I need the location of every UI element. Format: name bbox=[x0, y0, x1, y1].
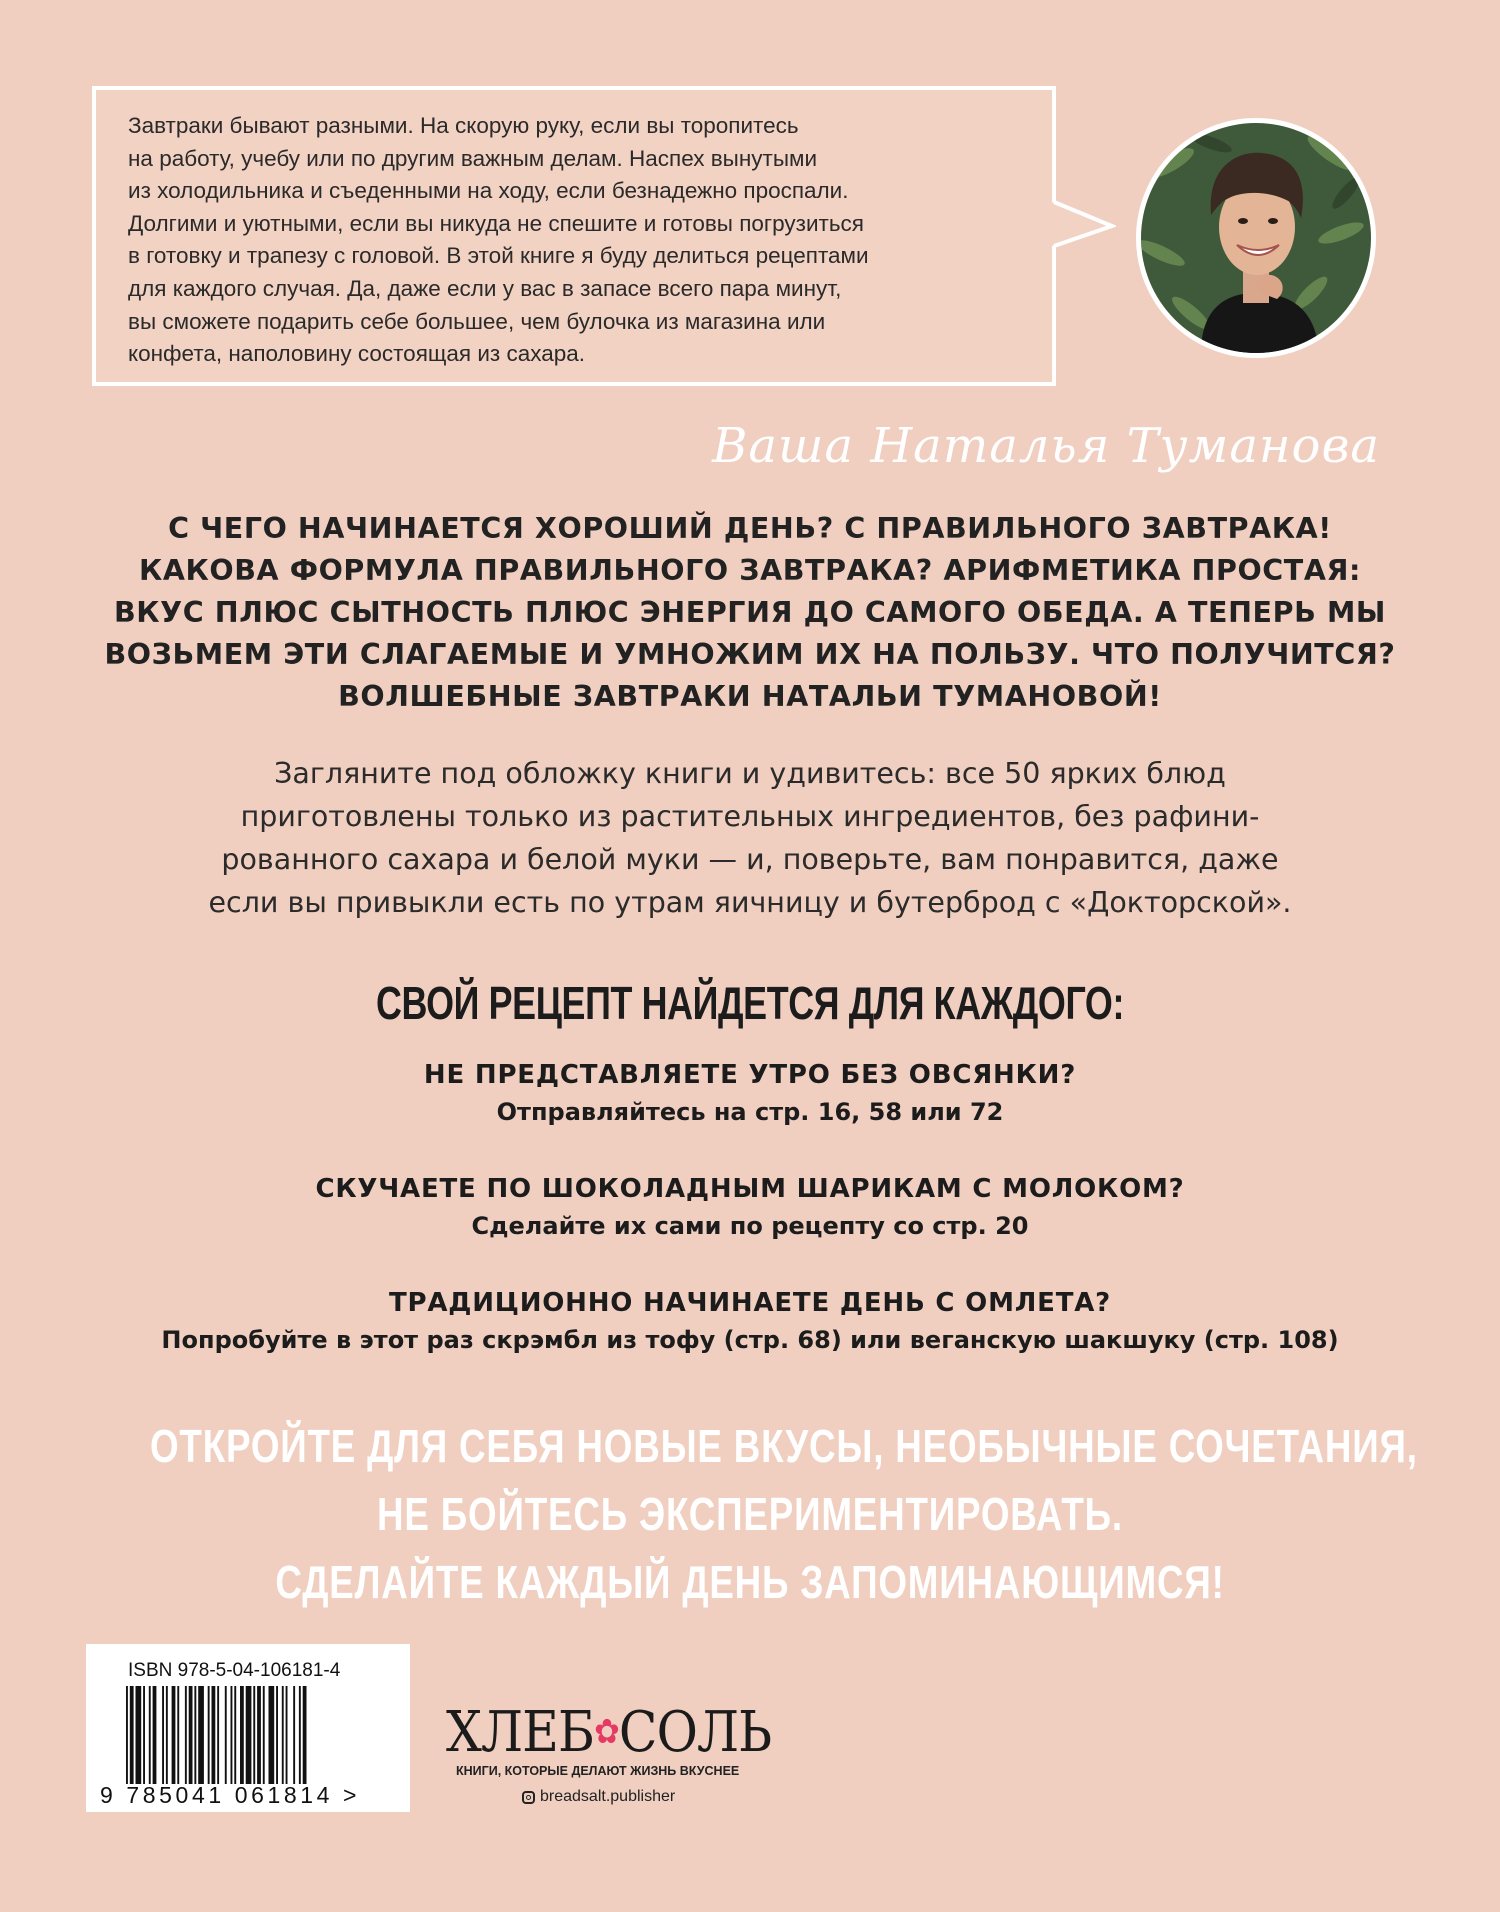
quote-line: Завтраки бывают разными. На скорую руку, если вы торопитесь bbox=[128, 113, 799, 138]
intro-line: приготовлены только из растительных ингредиентов, без рафини- bbox=[240, 800, 1260, 833]
isbn-digits: 9 785041 061814 > bbox=[100, 1782, 361, 1808]
call-to-action bbox=[0, 1412, 1500, 1616]
quote-line: в готовку и трапезу с головой. В этой книге я буду делиться рецептами bbox=[128, 243, 869, 269]
headline-line: КАКОВА ФОРМУЛА ПРАВИЛЬНОГО ЗАВТРАКА? АРИФМЕТИКА ПРОСТАЯ: bbox=[138, 554, 1362, 587]
isbn-barcode-box bbox=[86, 1644, 410, 1812]
tip-question: СКУЧАЕТЕ ПО ШОКОЛАДНЫМ ШАРИКАМ С МОЛОКОМ? bbox=[315, 1174, 1185, 1204]
instagram-handle: breadsalt.publisher bbox=[540, 1788, 676, 1805]
quote-line: Долгими и уютными, если вы никуда не спешите и готовы погрузиться bbox=[128, 210, 864, 236]
cta-line: ОТКРОЙТЕ ДЛЯ СЕБЯ НОВЫЕ ВКУСЫ, НЕОБЫЧНЫЕ СОЧЕТАНИЯ, bbox=[150, 1420, 1418, 1472]
quote-line: для каждого случая. Да, даже если у вас в запасе всего пара минут, bbox=[128, 275, 842, 301]
flower-icon: ✿ bbox=[594, 1712, 619, 1752]
tip-oatmeal bbox=[0, 1060, 1500, 1126]
intro-paragraph bbox=[90, 752, 1410, 924]
headline-line: ВОЛШЕБНЫЕ ЗАВТРАКИ НАТАЛЬИ ТУМАНОВОЙ! bbox=[338, 680, 1162, 713]
author-signature: Ваша Наталья Туманова bbox=[712, 418, 1380, 474]
publisher-logo bbox=[446, 1700, 772, 1765]
headline-line: ВКУС ПЛЮС СЫТНОСТЬ ПЛЮС ЭНЕРГИЯ ДО САМОГО ОБЕДА. А ТЕПЕРЬ МЫ bbox=[113, 596, 1387, 629]
tip-question: НЕ ПРЕДСТАВЛЯЕТЕ УТРО БЕЗ ОВСЯНКИ? bbox=[423, 1060, 1077, 1090]
instagram-icon bbox=[522, 1791, 535, 1804]
tip-question: ТРАДИЦИОННО НАЧИНАЕТЕ ДЕНЬ С ОМЛЕТА? bbox=[388, 1288, 1112, 1318]
headline-block bbox=[90, 508, 1410, 718]
logo-word-left: ХЛЕБ bbox=[446, 1700, 595, 1765]
author-quote-box bbox=[92, 86, 1056, 386]
headline-line: С ЧЕГО НАЧИНАЕТСЯ ХОРОШИЙ ДЕНЬ? С ПРАВИЛЬНОГО ЗАВТРАКА! bbox=[168, 512, 1332, 545]
tip-chocolate-balls bbox=[0, 1174, 1500, 1240]
cta-line: СДЕЛАЙТЕ КАЖДЫЙ ДЕНЬ ЗАПОМИНАЮЩИМСЯ! bbox=[275, 1556, 1225, 1608]
author-photo bbox=[1136, 118, 1376, 358]
quote-line: конфета, наполовину состоящая из сахара. bbox=[128, 341, 586, 367]
quote-line: на работу, учебу или по другим важным делам. Наспех вынутыми bbox=[128, 145, 818, 171]
intro-line: рованного сахара и белой муки — и, поверьте, вам понравится, даже bbox=[221, 843, 1279, 876]
intro-line: Загляните под обложку книги и удивитесь: все 50 ярких блюд bbox=[274, 757, 1226, 790]
isbn-label: ISBN 978-5-04-106181-4 bbox=[128, 1660, 341, 1681]
cta-line: НЕ БОЙТЕСЬ ЭКСПЕРИМЕНТИРОВАТЬ. bbox=[377, 1488, 1123, 1540]
speech-bubble-tail bbox=[1052, 196, 1116, 256]
quote-line: вы сможете подарить себе большее, чем булочка из магазина или bbox=[128, 308, 826, 334]
tip-answer: Сделайте их сами по рецепту со стр. 20 bbox=[471, 1212, 1029, 1240]
recipes-heading: СВОЙ РЕЦЕПТ НАЙДЕТСЯ ДЛЯ КАЖДОГО: bbox=[375, 977, 1125, 1029]
publisher-tagline: КНИГИ, КОТОРЫЕ ДЕЛАЮТ ЖИЗНЬ ВКУСНЕЕ bbox=[456, 1764, 740, 1778]
publisher-instagram[interactable] bbox=[522, 1788, 675, 1806]
author-portrait-illustration bbox=[1141, 123, 1371, 353]
logo-word-right: СОЛЬ bbox=[618, 1700, 772, 1765]
tip-answer: Попробуйте в этот раз скрэмбл из тофу (стр. 68) или веганскую шакшуку (стр. 108) bbox=[161, 1326, 1339, 1354]
author-quote-text bbox=[128, 110, 1008, 371]
tip-answer: Отправляйтесь на стр. 16, 58 или 72 bbox=[496, 1098, 1004, 1126]
barcode bbox=[126, 1686, 370, 1784]
quote-line: из холодильника и съеденными на ходу, если безнадежно проспали. bbox=[128, 178, 849, 204]
headline-line: ВОЗЬМЕМ ЭТИ СЛАГАЕМЫЕ И УМНОЖИМ ИХ НА ПОЛЬЗУ. ЧТО ПОЛУЧИТСЯ? bbox=[104, 638, 1396, 671]
intro-line: если вы привыкли есть по утрам яичницу и бутерброд с «Докторской». bbox=[208, 886, 1292, 919]
tip-omelette bbox=[0, 1288, 1500, 1354]
